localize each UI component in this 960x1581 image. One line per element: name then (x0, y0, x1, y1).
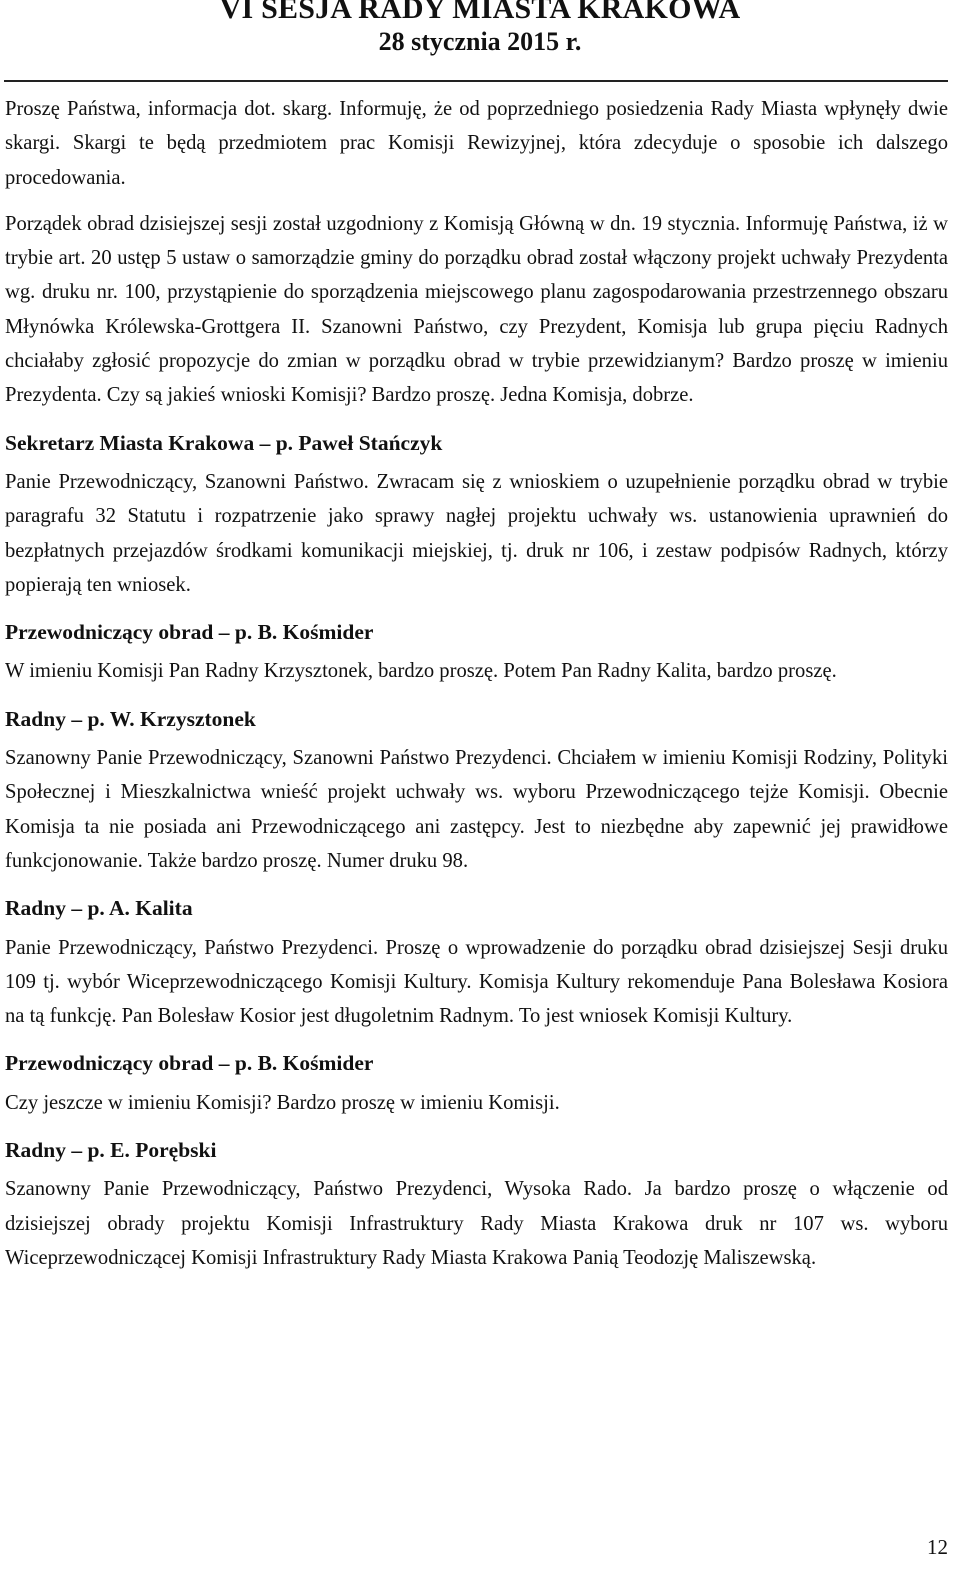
header-divider (4, 80, 948, 82)
speech-text: Panie Przewodniczący, Państwo Prezydenci. Proszę o wprowadzenie do porządku obrad dzisiejszej Sesji druku 109 tj. wybór Wiceprzewodniczącego Komisji Kultury. Komisja Kultury rekomenduje Pana Bolesława Kosiora na tą funkcję. Pan Bolesław Kosior jest długoletnim Radnym. To jest wniosek Komisji Kultury. (5, 936, 948, 1028)
session-date: 28 stycznia 2015 r. (378, 27, 582, 56)
paragraph-agenda: Porządek obrad dzisiejszej sesji został uzgodniony z Komisją Główną w dn. 19 stycznia. Informuję Państwa, iż w trybie art. 20 ustęp 5 ustaw o samorządzie gminy do porządku obrad został włączony projekt uchwały Prezydenta wg. druku nr. 100, przystąpienie do sporządzenia miejscowego planu zagospodarowania przestrzennego obszaru Młynówka Królewska-Grottgera II. Szanowni Państwo, czy Prezydent, Komisja lub grupa pięciu Radnych chciałaby zgłosić propozycje do zmian w porządku obrad w trybie przewidzianym? Bardzo proszę w imieniu Prezydenta. Czy są jakieś wnioski Komisji? Bardzo proszę. Jedna Komisja, dobrze. (5, 212, 948, 407)
session-title: VI SESJA RADY MIASTA KRAKOWA (219, 0, 741, 25)
speech-text: Szanowny Panie Przewodniczący, Państwo Prezydenci, Wysoka Rado. Ja bardzo proszę o włączenie od dzisiejszej obrady projektu Komisji Infrastruktury Rady Miasta Krakowa druk nr 107 ws. wyboru Wiceprzewodniczącej Komisji Infrastruktury Rady Miasta Krakowa Panią Teodozję Maliszewską. (5, 1178, 948, 1269)
speaker-name: Sekretarz Miasta Krakowa – p. Paweł Stańczyk (5, 430, 443, 455)
speech-text: Panie Przewodniczący, Szanowni Państwo. Zwracam się z wnioskiem o uzupełnienie porządku obrad w trybie paragrafu 32 Statutu i rozpatrzenie jako sprawy nagłej projektu uchwały ws. ustanowienia uprawnień do bezpłatnych przejazdów środkami komunikacji miejskiej, tj. druk nr 106, i zestaw podpisów Radnych, którzy popierają ten wniosek. (5, 470, 948, 596)
speaker-name: Radny – p. E. Porębski (5, 1138, 217, 1163)
speaker-name: Radny – p. W. Krzysztonek (5, 706, 256, 731)
speaker-name: Radny – p. A. Kalita (5, 896, 193, 921)
page-number: 12 (927, 1535, 948, 1559)
speech-text: Czy jeszcze w imieniu Komisji? Bardzo proszę w imieniu Komisji. (5, 1091, 560, 1114)
speaker-name: Przewodniczący obrad – p. B. Kośmider (5, 620, 374, 645)
page-header (0, 0, 960, 55)
paragraph-complaints: Proszę Państwa, informacja dot. skarg. Informuję, że od poprzedniego posiedzenia Rady Miasta wpłynęły dwie skargi. Skargi te będą przedmiotem prac Komisji Rewizyjnej, która zdecyduje o sposobie ich dalszego procedowania. (5, 98, 948, 189)
speaker-name: Przewodniczący obrad – p. B. Kośmider (5, 1051, 374, 1076)
speech-text: Szanowny Panie Przewodniczący, Szanowni Państwo Prezydenci. Chciałem w imieniu Komisji Rodziny, Polityki Społecznej i Mieszkalnictwa wnieść projekt uchwały ws. wyboru Przewodniczącego tejże Komisji. Obecnie Komisja ta nie posiada ani Przewodniczącego ani zastępcy. Jest to niezbędne aby zapewnić jej prawidłowe funkcjonowanie. Także bardzo proszę. Numer druku 98. (5, 747, 948, 872)
transcript-body (5, 92, 948, 1275)
speech-text: W imieniu Komisji Pan Radny Krzysztonek, bardzo proszę. Potem Pan Radny Kalita, bardzo proszę. (5, 660, 837, 683)
